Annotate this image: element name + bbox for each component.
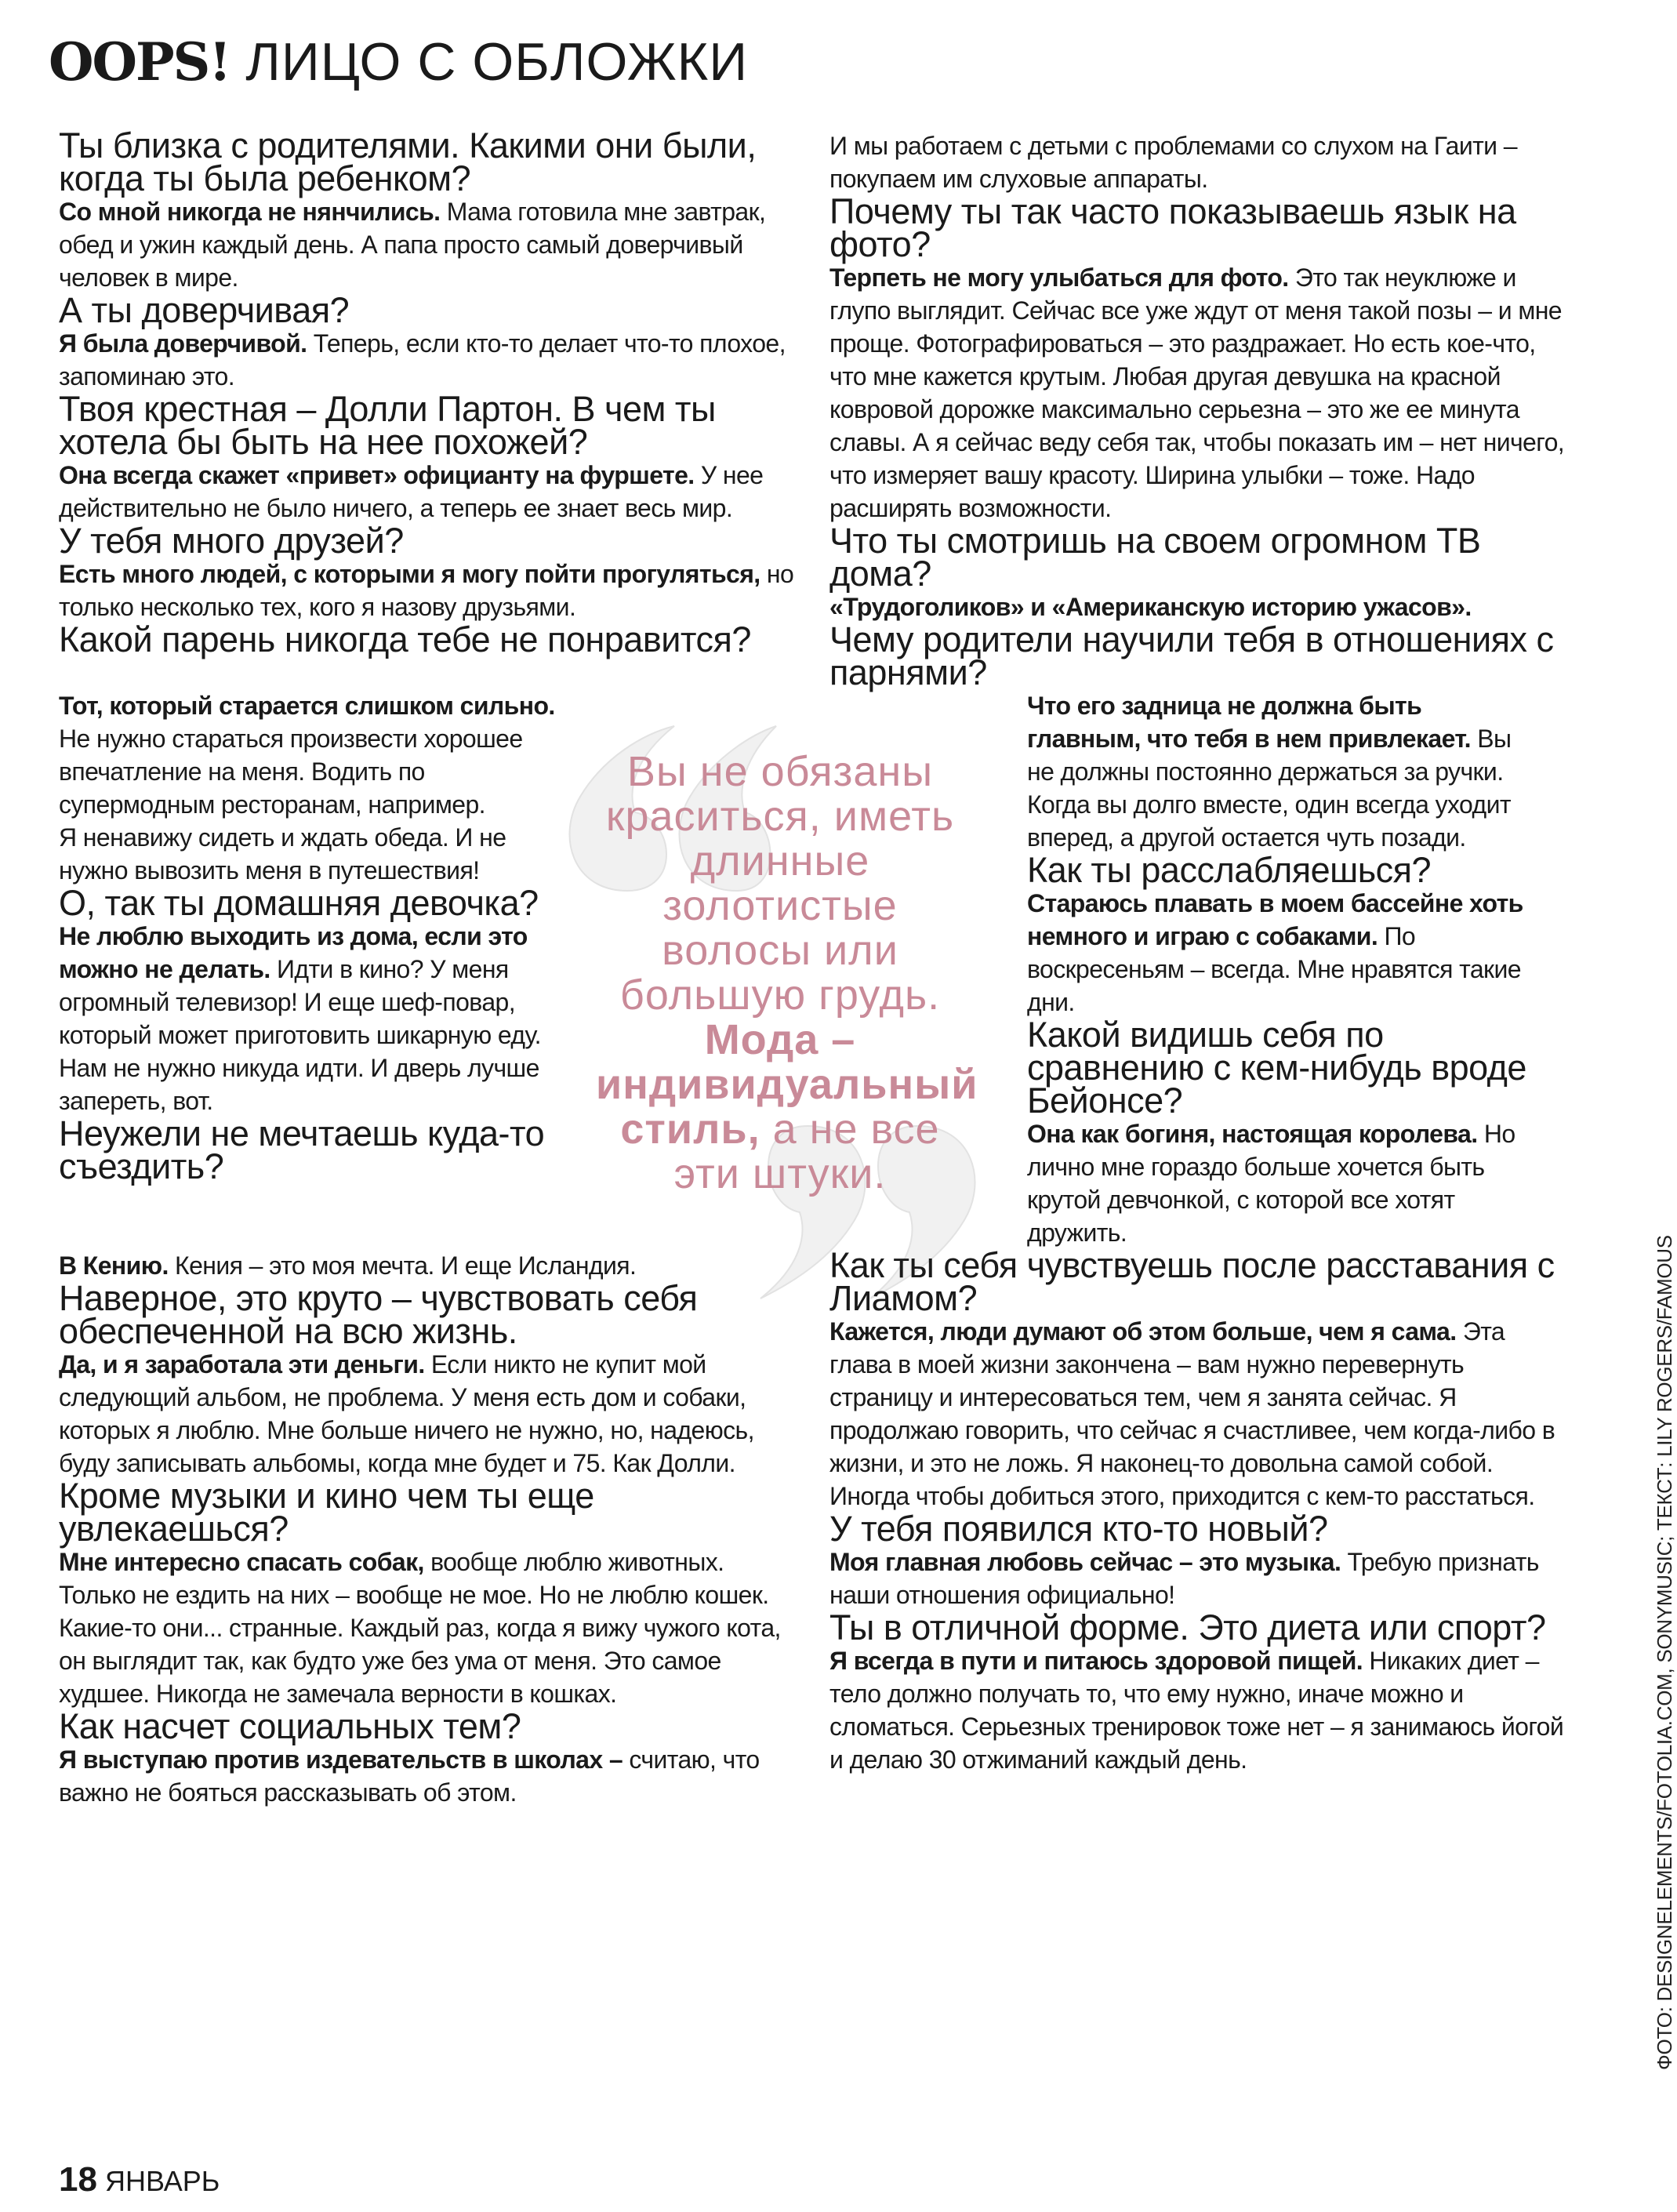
answer-text: И мы работаем с детьми с проблемами со слухом на Гаити – покупаем им слуховые аппараты. — [829, 132, 1517, 193]
answer-lead: Со мной никогда не нянчились. — [59, 198, 441, 226]
interview-answer — [59, 689, 561, 887]
interview-question: О, так ты домашняя девочка? — [59, 883, 539, 923]
answer-text: Кения – это моя мечта. И еще Исландия. — [168, 1251, 637, 1280]
interview-answer — [59, 1545, 796, 1710]
answer-lead: Терпеть не могу улыбаться для фото. — [829, 263, 1289, 292]
interview-question: Какой видишь себя по сравнению с кем-нибудь вроде Бейонсе? — [1027, 1015, 1526, 1121]
pull-quote — [596, 748, 978, 1197]
interview-question: Как насчет социальных тем? — [59, 1706, 521, 1746]
interview-answer — [1027, 1117, 1537, 1249]
answer-lead: Я всегда в пути и питаюсь здоровой пищей. — [829, 1647, 1363, 1675]
section-title: ЛИЦО С ОБЛОЖКИ — [245, 32, 749, 92]
interview-answer — [829, 261, 1566, 525]
interview-answer — [829, 129, 1566, 195]
interview-answer — [829, 1644, 1566, 1776]
answer-lead: Она как богиня, настоящая королева. — [1027, 1120, 1478, 1148]
interview-question: Как ты себя чувствуешь после расставания с Лиамом? — [829, 1245, 1555, 1318]
interview-answer — [59, 195, 796, 294]
answer-text: Теперь, если кто-то делает что-то плохое, запоминаю это. — [59, 329, 786, 390]
answer-lead: Тот, который старается слишком сильно. — [59, 692, 555, 720]
interview-question: Ты в отличной форме. Это диета или спорт? — [829, 1607, 1546, 1647]
interview-question: Какой парень никогда тебе не понравится? — [59, 619, 751, 659]
interview-question: Что ты смотришь на своем огромном ТВ дома? — [829, 521, 1481, 594]
interview-question: У тебя много друзей? — [59, 521, 404, 561]
answer-lead: Мне интересно спасать собак, — [59, 1548, 424, 1576]
issue-month: ЯНВАРЬ — [104, 2165, 220, 2197]
page-footer — [59, 2145, 1568, 2199]
interview-answer — [829, 1315, 1566, 1513]
pull-quote-bold: Мода – индивидуальный стиль, — [596, 1016, 978, 1153]
interview-question: Неужели не мечтаешь куда-то съездить? — [59, 1113, 545, 1186]
answer-lead: Да, и я заработала эти деньги. — [59, 1350, 425, 1378]
answer-text: Это так неуклюже и глупо выглядит. Сейчас все уже ждут от меня такой позы – и мне проще. Фотографироваться – это раздражает. Но есть кое-что, что мне кажется крутым. Любая другая девушка на красной ковровой дорожке максимально серьезна – это же ее минута славы. А я сейчас веду себя так, чтобы показать им – нет ничего, что измеряет вашу красоту. Ширина улыбки – тоже. Надо расширять возможности. — [829, 263, 1565, 522]
pull-quote-text-end: а не все эти штуки. — [673, 1106, 940, 1197]
pull-quote-area — [596, 748, 978, 1197]
answer-text: Не нужно стараться произвести хорошее впечатление на меня. Водить по супермодным ресторанам, например. Я ненавижу сидеть и ждать обеда. И не нужно вывозить меня в путешествия! — [59, 725, 523, 884]
answer-text: Никаких диет – тело должно получать то, что ему нужно, иначе можно и сломаться. Серьезных тренировок тоже нет – я занимаюсь йогой и делаю 30 отжиманий каждый день. — [829, 1647, 1564, 1774]
interview-answer — [59, 327, 796, 393]
interview-answer — [1027, 887, 1537, 1019]
row-middle — [59, 689, 1568, 1249]
interview-answer — [1027, 689, 1537, 854]
row-bottom — [59, 1245, 1568, 1809]
answer-text: вообще люблю животных. Только не ездить на них – вообще не мое. Но не люблю кошек. Какие-то они... странные. Каждый раз, когда я вижу чужого кота, он выглядит так, как будто уже без ума от меня. Это самое худшее. Никогда не замечала верности в кошках. — [59, 1548, 781, 1708]
answer-text: Идти в кино? У меня огромный телевизор! И еще шеф-повар, который может приготовить шикарную еду. Нам не нужно никуда идти. И дверь лучше запереть, вот. — [59, 955, 541, 1115]
answer-text: но только несколько тех, кого я назову друзьями. — [59, 560, 794, 621]
answer-text: По воскресеньям – всегда. Мне нравятся такие дни. — [1027, 922, 1521, 1016]
page-number: 18 — [59, 2160, 97, 2199]
column-right-middle — [1027, 689, 1537, 1249]
answer-lead: Я была доверчивой. — [59, 329, 307, 358]
answer-lead: В Кению. — [59, 1251, 169, 1280]
article-body — [59, 125, 1568, 2199]
photo-credit: ФОТО: DESIGNELEMENTS/FOTOLIA.COM, SONYMUSIC; ТЕКСТ: LILY ROGERS/FAMOUS — [1653, 1235, 1676, 2070]
interview-question: Как ты расслабляешься? — [1027, 850, 1432, 890]
interview-question: Чему родители научили тебя в отношениях с парнями? — [829, 619, 1554, 692]
answer-lead: Стараюсь плавать в моем бассейне хоть немного и играю с собаками. — [1027, 889, 1523, 950]
answer-text: У нее действительно не было ничего, а теперь ее знает весь мир. — [59, 461, 764, 522]
interview-question: Наверное, это круто – чувствовать себя обеспеченной на всю жизнь. — [59, 1278, 698, 1351]
brand-logo: OOPS! — [49, 31, 230, 93]
interview-question: Ты близка с родителями. Какими они были, когда ты была ребенком? — [59, 125, 757, 198]
answer-lead: Я выступаю против издевательств в школах – — [59, 1745, 623, 1774]
answer-lead: Кажется, люди думают об этом больше, чем я сама. — [829, 1317, 1457, 1346]
interview-answer — [59, 920, 561, 1117]
interview-answer — [59, 1743, 796, 1809]
interview-question: У тебя появился кто-то новый? — [829, 1509, 1328, 1549]
interview-question: Почему ты так часто показываешь язык на фото? — [829, 191, 1516, 264]
column-left-top — [59, 125, 796, 659]
interview-question: Кроме музыки и кино чем ты еще увлекаешься? — [59, 1476, 594, 1549]
answer-text: Если никто не купит мой следующий альбом, не проблема. У меня есть дом и собаки, которых я люблю. Мне больше ничего не нужно, но, надеюсь, буду записывать альбомы, когда мне будет и 75. Как Долли. — [59, 1350, 754, 1477]
answer-lead: Что его задница не должна быть главным, что тебя в нем привлекает. — [1027, 692, 1471, 753]
column-left-bottom — [59, 1249, 796, 1809]
answer-text: Вы не должны постоянно держаться за ручки. Когда вы долго вместе, один всегда уходит вперед, а другой остается чуть позади. — [1027, 725, 1512, 852]
interview-answer — [829, 1545, 1566, 1611]
interview-answer — [59, 1249, 796, 1282]
answer-lead: «Трудоголиков» и «Американскую историю ужасов». — [829, 593, 1472, 621]
interview-question: Твоя крестная – Долли Партон. В чем ты хотела бы быть на нее похожей? — [59, 389, 716, 462]
interview-answer — [829, 590, 1566, 623]
answer-text: Эта глава в моей жизни закончена – вам нужно перевернуть страницу и интересоваться тем, чем я занята сейчас. Я продолжаю говорить, что сейчас я счастливее, чем когда-либо в жизни, и это не ложь. Я наконец-то довольна самой собой. Иногда чтобы добиться этого, приходится с кем-то расстаться. — [829, 1317, 1555, 1510]
answer-text: Требую признать наши отношения официально! — [829, 1548, 1539, 1609]
answer-text: Но лично мне гораздо больше хочется быть крутой девчонкой, с которой все хотят дружить. — [1027, 1120, 1515, 1247]
answer-lead: Она всегда скажет «привет» официанту на фуршете. — [59, 461, 695, 489]
column-right-bottom — [829, 1245, 1566, 1776]
row-top — [59, 125, 1568, 692]
interview-answer — [59, 558, 796, 623]
column-right-top — [829, 129, 1566, 692]
answer-lead: Есть много людей, с которыми я могу пойти прогуляться, — [59, 560, 760, 588]
column-left-middle — [59, 689, 561, 1186]
interview-answer — [59, 459, 796, 525]
answer-lead: Моя главная любовь сейчас – это музыка. — [829, 1548, 1341, 1576]
answer-text: считаю, что важно не бояться рассказывать об этом. — [59, 1745, 760, 1807]
answer-text: Мама готовила мне завтрак, обед и ужин каждый день. А папа просто самый доверчивый человек в мире. — [59, 198, 766, 292]
page-header — [49, 31, 748, 93]
answer-lead: Не люблю выходить из дома, если это можно не делать. — [59, 922, 528, 983]
interview-question: А ты доверчивая? — [59, 290, 350, 330]
interview-answer — [59, 1348, 796, 1480]
pull-quote-text: Вы не обязаны краситься, иметь длинные золотистые волосы или большую грудь. — [605, 748, 955, 1019]
